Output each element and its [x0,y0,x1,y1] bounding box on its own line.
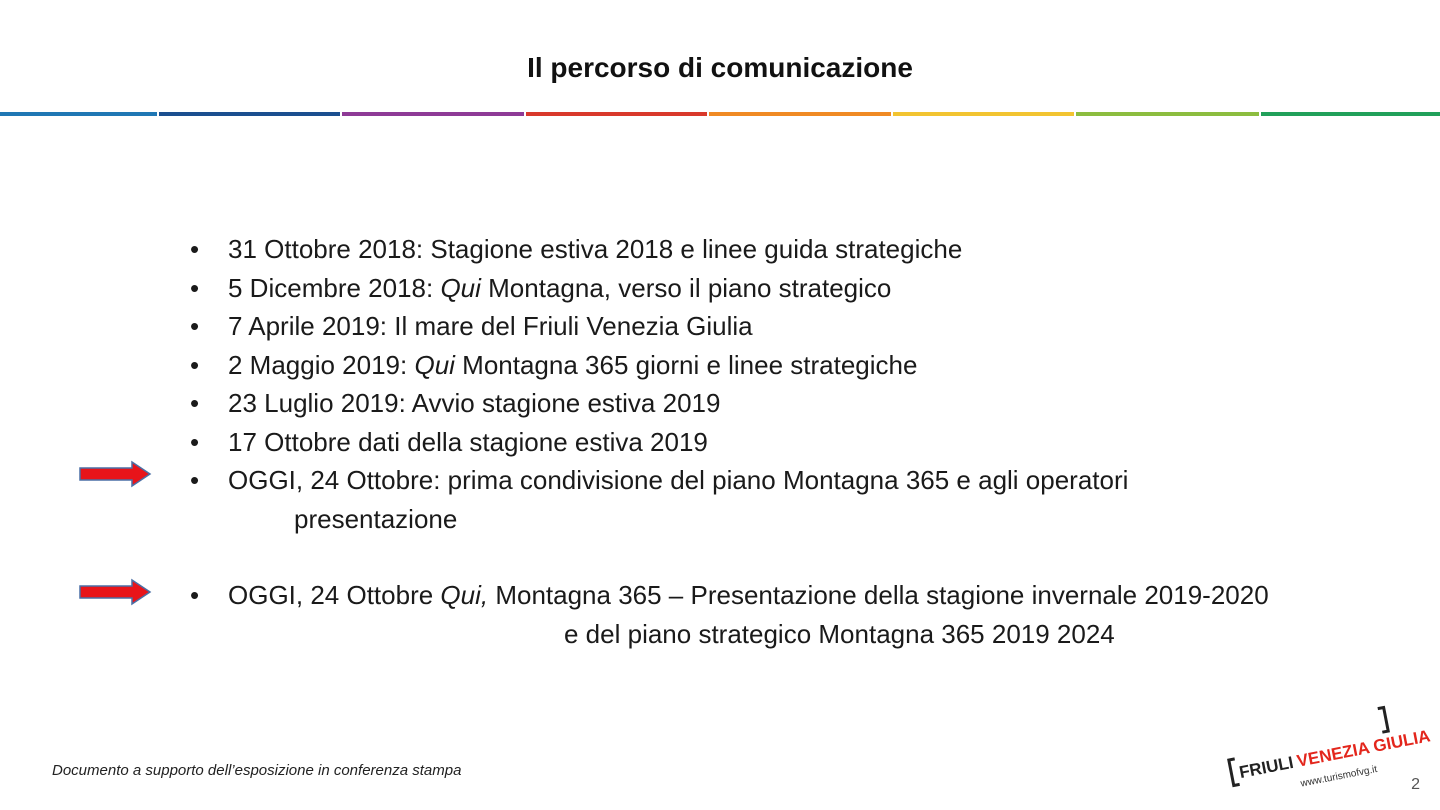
bullet-icon: • [190,580,200,610]
bullet-icon: • [190,388,200,418]
item-text-pre: 2 Maggio 2019: [228,349,415,380]
divider-segment [342,112,524,116]
bullet-icon: • [190,311,200,341]
list-item [190,576,1430,615]
right-arrow-icon [78,578,152,606]
divider-segment [709,112,891,116]
divider-segment [159,112,340,116]
item-text-pre: 5 Dicembre 2018: [228,272,441,303]
bullet-icon: • [190,234,200,264]
list-item [190,269,1410,308]
item-text-post: Montagna 365 giorni e linee strategiche [454,349,918,380]
list-item [190,384,1410,423]
item-text: 17 Ottobre dati della stagione estiva 2019 [228,426,708,457]
item-text: 31 Ottobre 2018: Stagione estiva 2018 e linee guida strategiche [228,234,963,264]
divider-segment [0,112,157,116]
divider-segment [1076,112,1259,116]
bullet-icon: • [190,426,200,457]
divider-segment [893,112,1074,116]
right-arrow-icon [78,460,152,488]
item-text: 23 Luglio 2019: Avvio stagione estiva 2019 [228,388,721,418]
list-item [190,307,1410,346]
item-text-post: Montagna, verso il piano strategico [480,272,892,303]
item-text-em: Qui [440,272,481,303]
bullet-icon: • [190,465,200,495]
divider-segment [1261,112,1440,116]
rainbow-divider [0,112,1440,117]
timeline-list [190,230,1410,538]
item-text: 7 Aprile 2019: Il mare del Friuli Venezia Giulia [228,311,753,341]
item-continuation: e del piano strategico Montagna 365 2019 2024 [564,618,1115,649]
bullet-icon: • [190,272,200,303]
item-text-em: Qui [414,349,455,380]
logo-text-a: FRIULI [1237,752,1296,783]
list-item [190,230,1410,269]
highlight-item [190,576,1430,653]
item-text-em: Qui, [440,580,489,610]
logo-url: www.turismofvg.it [1299,763,1379,790]
item-text-post: Montagna 365 – Presentazione della stagione invernale 2019-2020 [488,580,1269,610]
list-item [190,423,1410,462]
list-item [190,346,1410,385]
friuli-venezia-giulia-logo [1225,712,1432,794]
list-item [190,461,1410,538]
item-continuation: presentazione [294,503,458,534]
item-text: OGGI, 24 Ottobre: prima condivisione del piano Montagna 365 e agli operatori [228,465,1129,495]
page-number: 2 [1411,776,1420,793]
bullet-icon: • [190,349,200,380]
divider-segment [526,112,707,116]
footer-note: Documento a supporto dell’esposizione in conferenza stampa [52,762,462,779]
item-text-pre: OGGI, 24 Ottobre [228,580,441,610]
logo-text-b: VENEZIA GIULIA [1295,726,1432,771]
slide-title: Il percorso di comunicazione [527,52,913,83]
